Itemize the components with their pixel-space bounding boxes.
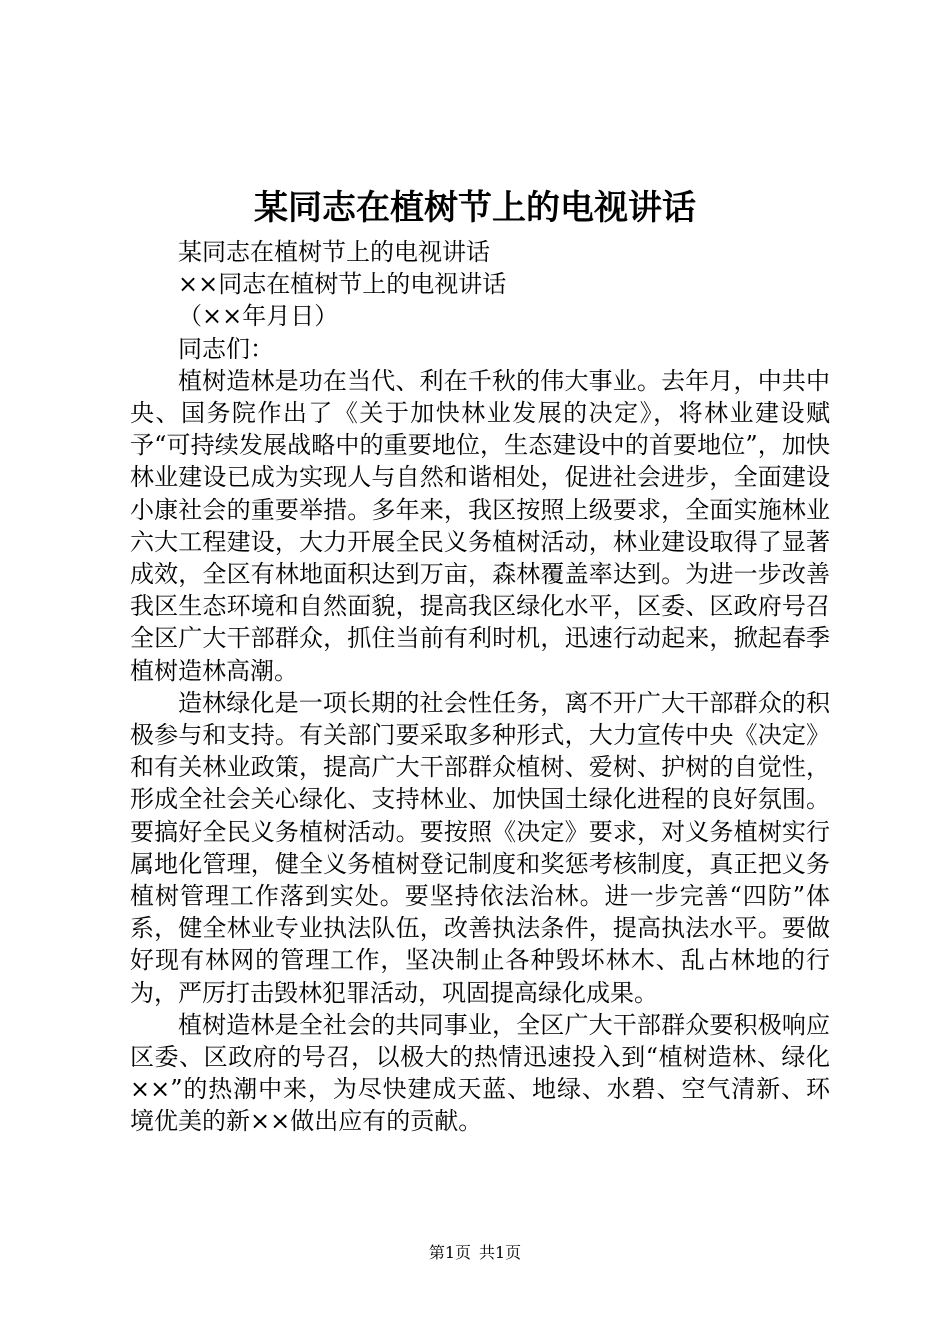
page-number: 第1页	[428, 1243, 471, 1262]
page-footer	[0, 1242, 950, 1264]
paragraph-subtitle: 某同志在植树节上的电视讲话	[178, 238, 490, 266]
paragraph-speech-title: ××同志在植树节上的电视讲话	[178, 270, 507, 299]
document-body	[130, 236, 830, 1138]
page-total: 共1页	[479, 1243, 522, 1262]
document-title: 某同志在植树节上的电视讲话	[254, 188, 696, 228]
paragraph-salutation: 同志们：	[178, 334, 274, 363]
paragraph-date: （××年月日）	[178, 302, 339, 331]
paragraph-body-3: 植树造林是全社会的共同事业，全区广大干部群众要积极响应区委、区政府的号召，以极大的热情迅速投入到“植树造林、绿化××”的热潮中来，为尽快建成天蓝、地绿、水碧、空气清新、环境优美的新××做出应有的贡献。	[130, 1010, 830, 1136]
paragraph-body-2: 造林绿化是一项长期的社会性任务，离不开广大干部群众的积极参与和支持。有关部门要采取多种形式，大力宣传中央《决定》和有关林业政策，提高广大干部群众植树、爱树、护树的自觉性，形成全社会关心绿化、支持林业、加快国土绿化进程的良好氛围。要搞好全民义务植树活动。要按照《决定》要求，对义务植树实行属地化管理，健全义务植树登记制度和奖惩考核制度，真正把义务植树管理工作落到实处。要坚持依法治林。进一步完善“四防”体系，健全林业专业执法队伍，改善执法条件，提高执法水平。要做好现有林网的管理工作，坚决制止各种毁坏林木、乱占林地的行为，严厉打击毁林犯罪活动，巩固提高绿化成果。	[130, 688, 830, 1007]
paragraph-body-1: 植树造林是功在当代、利在千秋的伟大事业。去年月，中共中央、国务院作出了《关于加快林业发展的决定》，将林业建设赋予“可持续发展战略中的重要地位，生态建设中的首要地位”，加快林业建设已成为实现人与自然和谐相处，促进社会进步，全面建设小康社会的重要举措。多年来，我区按照上级要求，全面实施林业六大工程建设，大力开展全民义务植树活动，林业建设取得了显著成效，全区有林地面积达到万亩，森林覆盖率达到。为进一步改善我区生态环境和自然面貌，提高我区绿化水平，区委、区政府号召全区广大干部群众，抓住当前有利时机，迅速行动起来，掀起春季植树造林高潮。	[130, 366, 830, 685]
